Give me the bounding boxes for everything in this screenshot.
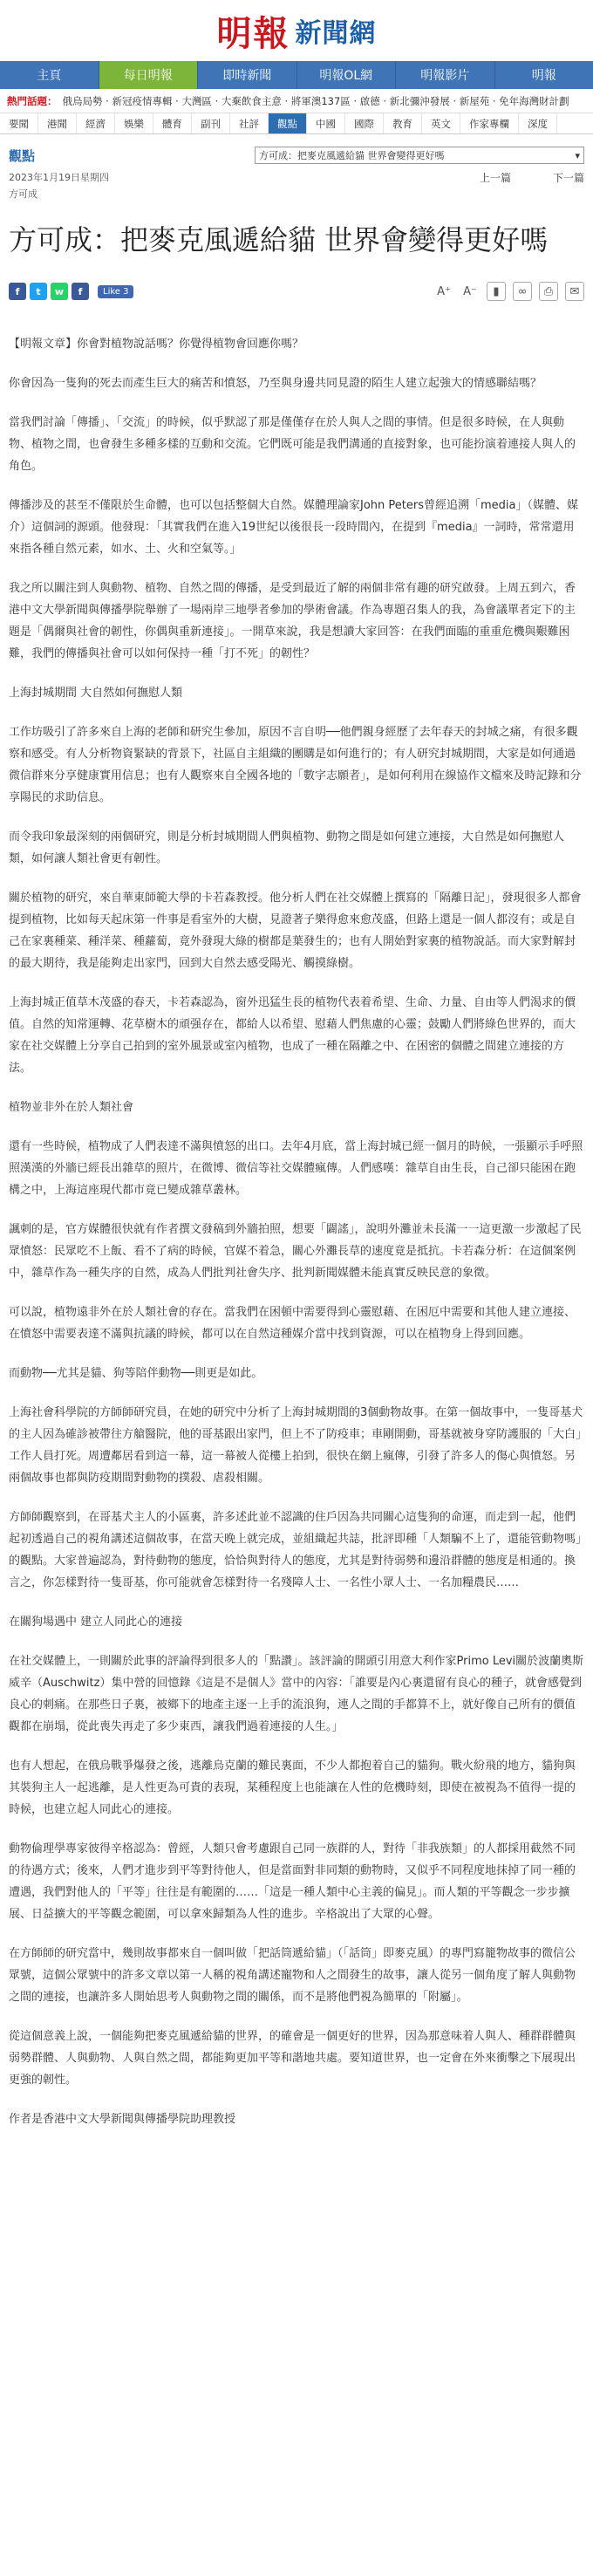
paragraph: 【明報文章】你會對植物說話嗎？你覺得植物會回應你嗎？ [9,338,304,351]
paragraph: 而令我印象最深刻的兩個研究，則是分析封城期間人們與植物、動物之間是如何建立連接，大自然是如何撫慰人類，如何讓人類社會更有韌性。 [9,830,565,865]
cat-entertainment[interactable]: 娛樂 [115,113,153,133]
nav-daily[interactable]: 每日明報 [99,61,199,89]
whatsapp-share-icon[interactable]: w [51,283,68,300]
article-select-value: 方可成：把麥克風遞給貓 世界會變得更好嗎 [259,150,445,161]
cat-education[interactable]: 教育 [384,113,422,133]
paragraph: 諷刺的是，官方媒體很快就有作者撰文發稿到外牆拍照，想要「闢謠」，說明外灘並未長滿一一這更激一步激起了民眾憤怒：民眾吃不上飯、看不了病的時候，官媒不着急，關心外灘長草的速度竟是抵抗。卡若森分析：在這個案例中，雜草作為一種失序的自然，成為人們批判社會失序、批判新聞媒體未能真實反映民意的象徵。 [9,1223,582,1280]
site-logo[interactable]: 明報 [216,12,290,54]
cat-editorial[interactable]: 社評 [230,113,269,133]
cat-indepth[interactable]: 深度 [519,113,557,133]
hot-topics-ticker[interactable]: 俄烏局勢 · 新冠疫情專輯 · 大灣區 · 大棄飲食主意 · 將軍澳137區 · 啟德 · 新北彌沖發展 · 新屋苑 · 免年海灣財計劃 [62,94,569,107]
paragraph: 從這個意義上說，一個能夠把麥克風遞給貓的世界，的確會是一個更好的世界，因為那意味着人與人、種群群體與弱勢群體、人與動物、人與自然之間，都能夠更加平等和諧地共處。要知道世界，也一定會在外來衝擊之下展現出更強的韌性。 [9,2030,576,2087]
subheading: 植物並非外在於人類社會 [9,1101,134,1114]
paragraph: 也有人想起，在俄烏戰爭爆發之後，逃離烏克蘭的難民裏面，不少人都抱着自己的貓狗。戰火紛飛的地方，貓狗與其裝狗主人一起逃離，是人性更為可貴的表現，某種程度上也能讓在人性的危機時刻，即使在被視為不值得一提的時候，也建立起人同此心的連接。 [9,1759,576,1816]
cat-china[interactable]: 中國 [307,113,345,133]
section-title: 觀點 [9,147,36,164]
cat-sports[interactable]: 體育 [153,113,192,133]
twitter-share-icon[interactable]: t [30,283,47,300]
font-increase-icon[interactable]: A⁺ [437,284,451,298]
paragraph: 上海封城正值草木茂盛的春天，卡若森認為，窗外迅猛生長的植物代表着希望、生命、力量、自由等人們渴求的價值。自然的知常運轉、花草樹木的頑强存在，都給人以希望、慰藉人們焦慮的心靈；鼓勵人們將綠色世界的，而大家在社交媒體上分享自己拍到的室外風景或室內植物，也成了一種在隔離之中、在困密的個體之間建立連接的方法。 [9,996,576,1075]
nav-video[interactable]: 明報影片 [396,61,495,89]
site-logo-sub[interactable]: 新聞網 [295,18,377,49]
nav-instant-news[interactable]: 即時新聞 [198,61,297,89]
nav-ol[interactable]: 明報OL網 [297,61,397,89]
font-decrease-icon[interactable]: A⁻ [463,284,477,298]
paragraph: 在社交媒體上，一則關於此事的評論得到很多人的「點讚」。該評論的開頭引用意大利作家Primo Levi關於波蘭奧斯威辛（Auschwitz）集中營的回憶錄《這是不是個人》當中的內容：「誰要是內心裏還留有良心的種子，就會感覺到良心的刺痛。在那些日子裏，被鄉下的地產主逐一上手的流浪狗，連人之間的手都算不上，就好像自己所有的價值觀都在崩塌，從此喪失再走了多少東西，讓我們過着連接的人生。」 [9,1655,584,1733]
cat-economy[interactable]: 經濟 [77,113,115,133]
paragraph: 你會因為一隻狗的死去而產生巨大的痛苦和憤怒，乃至與身邊共同見證的陌生人建立起強大的情感聯結嗎？ [9,377,542,390]
paragraph: 而動物──尤其是貓、狗等陪伴動物──則更是如此。 [9,1367,263,1380]
author-note: 作者是香港中文大學新聞與傳播學院助理教授 [9,2113,236,2126]
paragraph: 當我們討論「傳播」、「交流」的時候，似乎默認了那是僅僅存在於人與人之間的事情。但是很多時候，在人與動物、植物之間，也會發生多種多樣的互動和交流。它們既可能是我們溝通的直接對象，也可能扮演着連接人與人的角色。 [9,416,576,473]
article-title: 方可成：把麥克風遞給貓 世界會變得更好嗎 [9,223,549,256]
share-buttons [9,283,133,300]
bookmark-icon[interactable]: ▮ [487,282,506,301]
paragraph: 方師師觀察到，在哥基犬主人的小區裏，許多述此並不認識的住戶因為共同關心這隻狗的命運，而走到一起，他們起初透過自己的視角講述這個故事，在當天晚上就完成，並組織起共誌，批評即種「人類騙不上了，還能管動物嗎」的觀點。大家普遍認為，對待動物的態度，恰恰與對待人的態度，尤其是對待弱勢和邊沿群體的態度是相通的。換言之，你怎樣對待一隻哥基，你可能就會怎樣對待一名殘障人士、一名性小眾人士、一名加糧農民…… [9,1511,582,1589]
chevron-down-icon: ▾ [575,149,580,161]
cat-international[interactable]: 國際 [345,113,384,133]
facebook-share-icon[interactable]: f [9,283,26,300]
nav-more[interactable]: 明報 [531,69,556,83]
email-icon[interactable]: ✉ [565,282,584,301]
paragraph: 關於植物的研究，來自華東師範大學的卡若森教授。他分析人們在社交媒體上撰寫的「隔離日記」，發現很多人都會提到植物，比如每天起床第一件事是看室外的大樹，見證著子樂得愈來愈茂盛，但路上還是一個人都沒有；或是自己在家裏種菜、種洋菜、種蘿蔔，竟外發現大綠的樹都是葉發生的；也有人開始對家裏的植物說話。而大家對解封的最大期待，我是能夠走出家門，回到大自然去感受陽光、觸摸綠樹。 [9,892,582,970]
category-bar [0,113,593,134]
site-header [0,0,593,61]
cat-supplement[interactable]: 副刊 [192,113,230,133]
link-icon[interactable]: ∞ [513,282,532,301]
tool-buttons [434,282,584,301]
facebook-icon[interactable]: f [72,283,89,300]
subheading: 在關狗場遇中 建立人同此心的連接 [9,1616,183,1629]
subheading: 上海封城期間 大自然如何撫慰人類 [9,687,183,700]
date-pager-row [0,167,593,187]
main-nav [0,61,593,89]
author-byline: 方可成 [9,188,37,200]
article-body [0,333,593,2130]
nav-home[interactable]: 主頁 [0,61,99,89]
cat-headline[interactable]: 要聞 [0,113,38,133]
cat-columnists[interactable]: 作家專欄 [460,113,519,133]
prev-article-link[interactable]: 上一篇 [479,171,511,184]
article-date: 2023年1月19日星期四 [9,172,109,183]
article-toolbar [0,279,593,304]
cat-opinion[interactable]: 觀點 [269,113,307,133]
next-article-link[interactable]: 下一篇 [552,171,584,184]
hot-topics-bar [0,89,593,113]
cat-english[interactable]: 英文 [422,113,460,133]
paragraph: 上海社會科學院的方師師研究員，在她的研究中分析了上海封城期間的3個動物故事。在第一個故事中，一隻哥基犬的主人因為確診被帶往方艙醫院，他的哥基跟出家門，但上不了防疫車；車剛開動，哥基就被身穿防護服的「大白」工作人員打死。周遭鄰居看到這一幕，這一幕被人從樓上拍到，很快在網上瘋傳，引發了許多人的傷心與憤怒。另兩個故事也都與防疫期間對動物的撲殺、虐殺相關。 [9,1406,583,1485]
fb-like-button[interactable]: Like 3 [98,285,133,298]
paragraph: 我之所以關注到人與動物、植物、自然之間的傳播，是受到最近了解的兩個非常有趣的研究啟發。上周五到六，香港中文大學新聞與傳播學院舉辦了一場兩岸三地學者參加的學術會議。作為專題召集人的我，為會議單者定下的主題是「偶爾與社會的韌性，你偶與重新連接」。一開草來說，我是想讀大家回答：在我們面臨的重重危機與艱難困難，我們的傳播與社會可以如何保持一種「打不死」的韌性？ [9,582,576,660]
paragraph: 動物倫理學專家彼得辛格認為：曾經，人類只會考慮跟自己同一族群的人，對待「非我族類」的人都採用截然不同的待遇方式；後來，人們才進步到平等對待他人，但是當面對非同類的動物時，又似乎不同程度地抹掉了同一種的遭遇，我們對他人的「平等」往往是有範圍的……「這是一種人類中心主義的偏見」。而人類的平等觀念一步步擴展、日益擴大的平等觀念範圍，可以拿來歸類為人性的進步。辛格說出了大眾的心聲。 [9,1842,576,1921]
paragraph: 可以說，植物遠非外在於人類社會的存在。當我們在困頓中需要得到心靈慰藉、在困厄中需要和其他人建立連接、在憤怒中需要表達不滿與抗議的時候，都可以在自然這種媒介當中找到資源，可以在植物身上得到回應。 [9,1306,576,1341]
paragraph: 在方師師的研究當中，幾則故事都來自一個叫做「把話筒遞給貓」（「話筒」即麥克風）的專門寫籠物故事的微信公眾號，這個公眾號中的許多文章以第一人稱的視角講述寵物和人之間發生的故事，讓人從另一個角度了解人與動物之間的連接，也讓許多人開始思考人與動物之間的關係，而不是將他們視為簡單的「附屬」。 [9,1947,576,2004]
cat-local[interactable]: 港聞 [38,113,77,133]
article-select[interactable] [255,147,584,164]
hot-topics-label: 熱門話題： [7,94,58,107]
section-row [0,143,593,167]
print-icon[interactable]: ⎙ [539,282,558,301]
paragraph: 還有一些時候，植物成了人們表達不滿與憤怒的出口。去年4月底，當上海封城已經一個月的時候，一張顯示手呼照照漢漢的外牆已經長出雜草的照片，在微博、微信等社交媒體瘋傳。人們感嘆：雜草自由生長，自己卻只能困在跑構之中，上海這座現代都市竟已變成雜草叢林。 [9,1140,583,1197]
paragraph: 傳播涉及的甚至不僅限於生命體，也可以包括整個大自然。媒體理論家John Peters曾經追溯「media」（媒體、媒介）這個詞的源頭。他發現：「其實我們在進入19世紀以後很長一段時間內，在提到『media』一詞時，常常還用來指各種自然元素，如水、土、火和空氣等。」 [9,499,578,556]
paragraph: 工作坊吸引了許多來自上海的老師和研究生參加，原因不言自明──他們親身經歷了去年春天的封城之痛，有很多觀察和感受。有人分析物資緊缺的背景下，社區自主組織的團購是如何進行的；有人研究封城期間，大家是如何通過微信群來分享健康實用信息；也有人觀察來自全國各地的「數字志願者」，是如何利用在線協作文檔來及時記錄和分享陽民的求助信息。 [9,726,582,804]
